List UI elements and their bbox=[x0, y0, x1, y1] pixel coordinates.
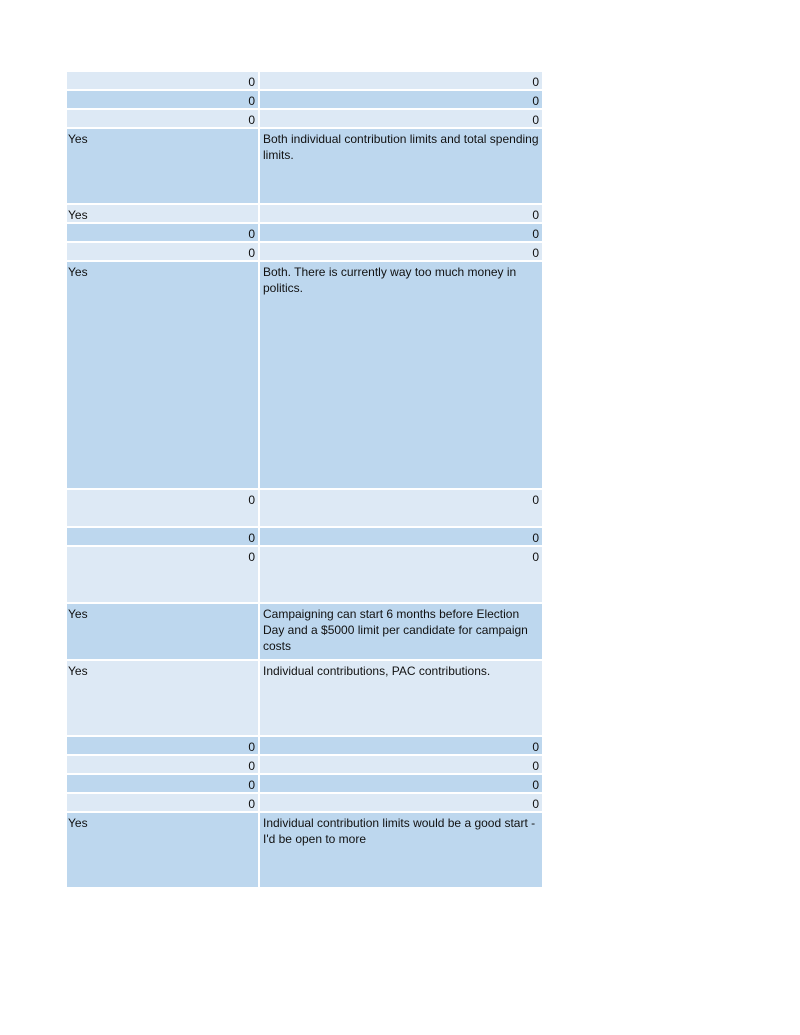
table-cell-r2-c1[interactable]: 0 bbox=[67, 91, 260, 108]
table-cell-r7-c1[interactable]: 0 bbox=[67, 243, 260, 260]
table-cell-r13-c2[interactable]: Individual contributions, PAC contributions. bbox=[260, 661, 542, 735]
table-cell-r11-c1[interactable]: 0 bbox=[67, 547, 260, 602]
table-cell-r2-c2[interactable]: 0 bbox=[260, 91, 542, 108]
table-cell-r10-c2[interactable]: 0 bbox=[260, 528, 542, 545]
table-cell-r8-c1[interactable]: Yes bbox=[67, 262, 260, 488]
table-cell-r5-c1[interactable]: Yes bbox=[67, 205, 260, 222]
table-cell-r16-c1[interactable]: 0 bbox=[67, 775, 260, 792]
table-cell-r10-c1[interactable]: 0 bbox=[67, 528, 260, 545]
table-cell-r12-c2[interactable]: Campaigning can start 6 months before Election Day and a $5000 limit per candidate for campaign costs bbox=[260, 604, 542, 659]
table-cell-r18-c2[interactable]: Individual contribution limits would be a good start - I'd be open to more bbox=[260, 813, 542, 887]
table-cell-r13-c1[interactable]: Yes bbox=[67, 661, 260, 735]
table-cell-r5-c2[interactable]: 0 bbox=[260, 205, 542, 222]
table-cell-r15-c1[interactable]: 0 bbox=[67, 756, 260, 773]
table-cell-r14-c2[interactable]: 0 bbox=[260, 737, 542, 754]
table-cell-r14-c1[interactable]: 0 bbox=[67, 737, 260, 754]
table-cell-r8-c2[interactable]: Both. There is currently way too much money in politics. bbox=[260, 262, 542, 488]
table-cell-r12-c1[interactable]: Yes bbox=[67, 604, 260, 659]
table-cell-r1-c2[interactable]: 0 bbox=[260, 72, 542, 89]
table-cell-r4-c1[interactable]: Yes bbox=[67, 129, 260, 203]
table-cell-r16-c2[interactable]: 0 bbox=[260, 775, 542, 792]
table-cell-r17-c1[interactable]: 0 bbox=[67, 794, 260, 811]
table-cell-r9-c2[interactable]: 0 bbox=[260, 490, 542, 526]
spreadsheet-table bbox=[67, 72, 542, 887]
table-cell-r9-c1[interactable]: 0 bbox=[67, 490, 260, 526]
table-cell-r1-c1[interactable]: 0 bbox=[67, 72, 260, 89]
table-cell-r4-c2[interactable]: Both individual contribution limits and total spending limits. bbox=[260, 129, 542, 203]
table-cell-r3-c2[interactable]: 0 bbox=[260, 110, 542, 127]
table-cell-r7-c2[interactable]: 0 bbox=[260, 243, 542, 260]
table-cell-r11-c2[interactable]: 0 bbox=[260, 547, 542, 602]
table-cell-r15-c2[interactable]: 0 bbox=[260, 756, 542, 773]
table-cell-r6-c1[interactable]: 0 bbox=[67, 224, 260, 241]
table-cell-r18-c1[interactable]: Yes bbox=[67, 813, 260, 887]
table-cell-r3-c1[interactable]: 0 bbox=[67, 110, 260, 127]
table-cell-r17-c2[interactable]: 0 bbox=[260, 794, 542, 811]
table-cell-r6-c2[interactable]: 0 bbox=[260, 224, 542, 241]
